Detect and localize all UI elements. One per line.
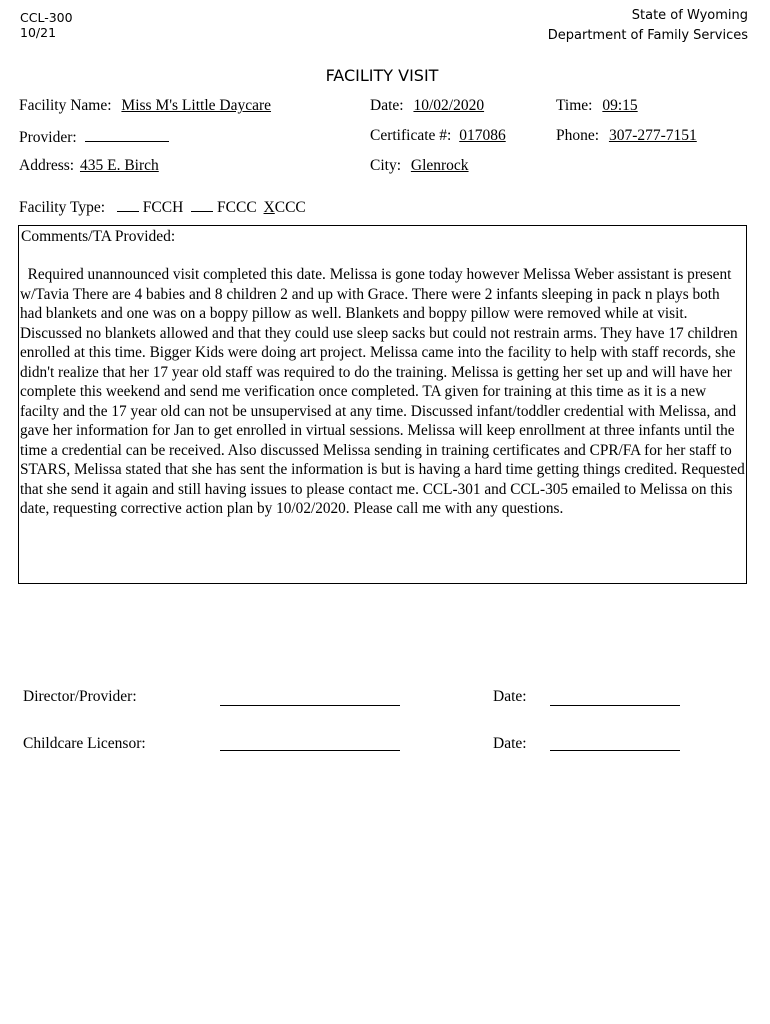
agency-department: Department of Family Services	[547, 28, 748, 43]
visit-time-label: Time:	[556, 97, 593, 114]
licensor-signature-line	[220, 750, 400, 751]
agency-block	[548, 6, 748, 46]
facility-name-field	[19, 97, 271, 115]
ccc-option-label: CCC	[274, 199, 306, 216]
visit-time-value: 09:15	[602, 97, 638, 114]
agency-state: State of Wyoming	[631, 8, 748, 23]
visit-time-field	[556, 97, 638, 115]
address-field	[19, 157, 159, 175]
comments-box	[18, 225, 747, 584]
city-label: City:	[370, 157, 402, 174]
fcch-checkbox-line	[117, 197, 139, 212]
facility-type-label: Facility Type:	[19, 199, 106, 216]
director-date-line	[550, 705, 680, 706]
facility-type-field	[19, 197, 306, 217]
licensor-date-label: Date:	[493, 735, 527, 752]
visit-date-label: Date:	[370, 97, 404, 114]
visit-date-value: 10/02/2020	[413, 97, 485, 114]
comments-label: Comments/TA Provided:	[21, 228, 176, 245]
city-value: Glenrock	[410, 157, 469, 174]
director-signature-line	[220, 705, 400, 706]
facility-name-label: Facility Name:	[19, 97, 112, 114]
facility-name-value: Miss M's Little Daycare	[121, 97, 272, 114]
city-field	[370, 157, 469, 175]
comments-text: Required unannounced visit completed this date. Melissa is gone today however Melissa Weber assistant is present w/Tavia There are 4 babies and 8 children 2 and up with Grace. There were 2 infants sleeping in pack n plays both had blankets and one was on a boppy pillow as well. Blankets and boppy pillow were removed while at visit. Discussed no blankets allowed and that they could use sleep sacks but could not restrain arms. They have 17 children enrolled at this time. Bigger Kids were doing art project. Melissa came into the facility to help with staff records, she didn't realize that her 17 year old staff was required to do the training. Melissa is getting her set up and will have her complete this weekend and send me verification once completed. TA given for training at this time as it is a new facilty and the 17 year old can not be unsupervised at any time. Discussed infant/toddler credential with Melissa, and gave her information for Jan to get enrolled in virtual sessions. Melissa will keep enrollment at three infants until the time a credential can be received. Also discussed Melissa sending in training certificates and CPR/FA for her staff to STARS, Melissa stated that she has sent the information is but is having a hard time getting things credited. Requested that she send it again and still having issues to please contact me. CCL-301 and CCL-305 emailed to Melissa on this date, requesting corrective action plan by 10/02/2020. Please call me with any questions.	[20, 266, 749, 517]
form-revision: 10/21	[20, 25, 57, 40]
form-number: CCL-300	[20, 10, 73, 25]
address-label: Address:	[19, 157, 75, 174]
address-value: 435 E. Birch	[79, 157, 159, 174]
provider-label: Provider:	[19, 129, 77, 146]
ccc-selected-mark: X	[263, 199, 275, 216]
provider-blank-line	[85, 127, 169, 142]
visit-date-field	[370, 97, 484, 115]
fccc-option-label: FCCC	[217, 199, 257, 216]
licensor-date-line	[550, 750, 680, 751]
director-date-label: Date:	[493, 688, 527, 705]
certificate-value: 017086	[459, 127, 506, 144]
certificate-label: Certificate #:	[370, 127, 452, 144]
certificate-field	[370, 127, 506, 145]
form-code-block	[20, 10, 73, 40]
phone-label: Phone:	[556, 127, 600, 144]
director-signature-label: Director/Provider:	[23, 688, 137, 705]
fcch-option-label: FCCH	[142, 199, 184, 216]
phone-field	[556, 127, 697, 145]
form-title: FACILITY VISIT	[325, 66, 439, 85]
phone-value: 307-277-7151	[608, 127, 697, 144]
licensor-signature-label: Childcare Licensor:	[23, 735, 146, 752]
provider-field	[19, 127, 169, 147]
fccc-checkbox-line	[191, 197, 213, 212]
